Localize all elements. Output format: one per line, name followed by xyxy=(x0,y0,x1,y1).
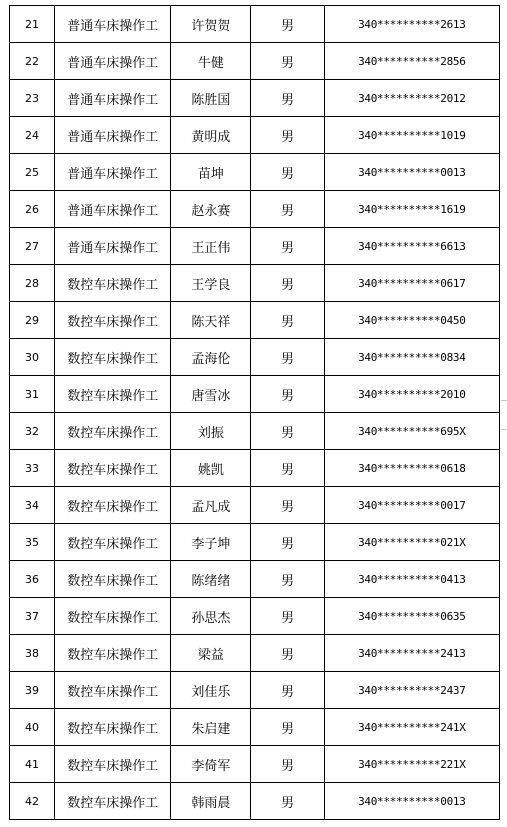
cell-serial-number: 24 xyxy=(10,117,55,154)
cell-gender: 男 xyxy=(251,117,324,154)
cell-job-type: 普通车床操作工 xyxy=(55,191,171,228)
cell-serial-number: 39 xyxy=(10,672,55,709)
cell-person-name: 姚凯 xyxy=(171,450,251,487)
table-row xyxy=(10,43,500,80)
table-row xyxy=(10,524,500,561)
cell-job-type: 数控车床操作工 xyxy=(55,413,171,450)
cell-gender: 男 xyxy=(251,80,324,117)
cell-person-name: 许贺贺 xyxy=(171,6,251,43)
cell-id-number: 340**********241X xyxy=(324,709,499,746)
cell-job-type: 数控车床操作工 xyxy=(55,339,171,376)
cell-gender: 男 xyxy=(251,413,324,450)
table-row xyxy=(10,598,500,635)
table-row xyxy=(10,635,500,672)
cell-gender: 男 xyxy=(251,376,324,413)
cell-person-name: 唐雪冰 xyxy=(171,376,251,413)
table-row xyxy=(10,450,500,487)
cell-id-number: 340**********2010 xyxy=(324,376,499,413)
cell-serial-number: 31 xyxy=(10,376,55,413)
cell-job-type: 数控车床操作工 xyxy=(55,598,171,635)
table-row xyxy=(10,339,500,376)
cell-serial-number: 23 xyxy=(10,80,55,117)
cell-gender: 男 xyxy=(251,487,324,524)
cell-person-name: 李倚军 xyxy=(171,746,251,783)
cell-gender: 男 xyxy=(251,154,324,191)
cell-gender: 男 xyxy=(251,265,324,302)
table-row xyxy=(10,80,500,117)
table-row xyxy=(10,783,500,820)
cell-person-name: 牛健 xyxy=(171,43,251,80)
cell-id-number: 340**********1619 xyxy=(324,191,499,228)
cell-job-type: 数控车床操作工 xyxy=(55,265,171,302)
cell-serial-number: 34 xyxy=(10,487,55,524)
cell-person-name: 刘振 xyxy=(171,413,251,450)
table-row xyxy=(10,746,500,783)
cell-serial-number: 35 xyxy=(10,524,55,561)
table-row xyxy=(10,117,500,154)
cell-gender: 男 xyxy=(251,191,324,228)
cell-job-type: 数控车床操作工 xyxy=(55,746,171,783)
cell-job-type: 数控车床操作工 xyxy=(55,376,171,413)
cell-id-number: 340**********221X xyxy=(324,746,499,783)
cell-person-name: 苗坤 xyxy=(171,154,251,191)
cell-id-number: 340**********021X xyxy=(324,524,499,561)
table-row xyxy=(10,6,500,43)
cell-person-name: 赵永赛 xyxy=(171,191,251,228)
cell-gender: 男 xyxy=(251,635,324,672)
cell-person-name: 韩雨晨 xyxy=(171,783,251,820)
cell-job-type: 数控车床操作工 xyxy=(55,635,171,672)
cell-serial-number: 36 xyxy=(10,561,55,598)
cell-serial-number: 32 xyxy=(10,413,55,450)
roster-table xyxy=(9,5,500,820)
cell-id-number: 340**********0618 xyxy=(324,450,499,487)
table-row xyxy=(10,265,500,302)
cell-id-number: 340**********0017 xyxy=(324,487,499,524)
cell-id-number: 340**********695X xyxy=(324,413,499,450)
cell-person-name: 孟凡成 xyxy=(171,487,251,524)
cell-gender: 男 xyxy=(251,6,324,43)
cell-id-number: 340**********1019 xyxy=(324,117,499,154)
cell-person-name: 孙思杰 xyxy=(171,598,251,635)
cell-person-name: 梁益 xyxy=(171,635,251,672)
cell-job-type: 数控车床操作工 xyxy=(55,672,171,709)
cell-job-type: 数控车床操作工 xyxy=(55,487,171,524)
cell-serial-number: 22 xyxy=(10,43,55,80)
cell-job-type: 普通车床操作工 xyxy=(55,117,171,154)
cell-id-number: 340**********2437 xyxy=(324,672,499,709)
table-row xyxy=(10,672,500,709)
cell-id-number: 340**********0450 xyxy=(324,302,499,339)
cell-id-number: 340**********2856 xyxy=(324,43,499,80)
cell-gender: 男 xyxy=(251,524,324,561)
cell-person-name: 陈胜国 xyxy=(171,80,251,117)
cell-id-number: 340**********6613 xyxy=(324,228,499,265)
table-row xyxy=(10,487,500,524)
cell-serial-number: 27 xyxy=(10,228,55,265)
cell-person-name: 李子坤 xyxy=(171,524,251,561)
cell-gender: 男 xyxy=(251,43,324,80)
cell-id-number: 340**********0413 xyxy=(324,561,499,598)
cell-person-name: 陈天祥 xyxy=(171,302,251,339)
cell-job-type: 数控车床操作工 xyxy=(55,302,171,339)
cell-job-type: 普通车床操作工 xyxy=(55,6,171,43)
cell-id-number: 340**********0635 xyxy=(324,598,499,635)
cell-gender: 男 xyxy=(251,709,324,746)
cell-gender: 男 xyxy=(251,746,324,783)
table-row xyxy=(10,154,500,191)
table-row xyxy=(10,228,500,265)
page-edge-marker xyxy=(501,400,507,430)
cell-job-type: 普通车床操作工 xyxy=(55,154,171,191)
cell-person-name: 朱启建 xyxy=(171,709,251,746)
cell-id-number: 340**********2012 xyxy=(324,80,499,117)
cell-job-type: 数控车床操作工 xyxy=(55,561,171,598)
cell-serial-number: 28 xyxy=(10,265,55,302)
cell-gender: 男 xyxy=(251,450,324,487)
table-row xyxy=(10,561,500,598)
cell-serial-number: 29 xyxy=(10,302,55,339)
cell-serial-number: 37 xyxy=(10,598,55,635)
table-row xyxy=(10,709,500,746)
cell-job-type: 数控车床操作工 xyxy=(55,783,171,820)
cell-job-type: 数控车床操作工 xyxy=(55,450,171,487)
cell-serial-number: 25 xyxy=(10,154,55,191)
cell-gender: 男 xyxy=(251,228,324,265)
cell-job-type: 普通车床操作工 xyxy=(55,228,171,265)
table-row xyxy=(10,191,500,228)
cell-gender: 男 xyxy=(251,302,324,339)
cell-serial-number: 41 xyxy=(10,746,55,783)
cell-id-number: 340**********0617 xyxy=(324,265,499,302)
cell-person-name: 刘佳乐 xyxy=(171,672,251,709)
cell-id-number: 340**********0013 xyxy=(324,783,499,820)
table-row xyxy=(10,413,500,450)
cell-job-type: 数控车床操作工 xyxy=(55,709,171,746)
cell-gender: 男 xyxy=(251,561,324,598)
cell-serial-number: 38 xyxy=(10,635,55,672)
cell-gender: 男 xyxy=(251,783,324,820)
cell-person-name: 王正伟 xyxy=(171,228,251,265)
table-row xyxy=(10,376,500,413)
cell-serial-number: 33 xyxy=(10,450,55,487)
cell-gender: 男 xyxy=(251,339,324,376)
table-row xyxy=(10,302,500,339)
cell-job-type: 普通车床操作工 xyxy=(55,80,171,117)
cell-id-number: 340**********0013 xyxy=(324,154,499,191)
cell-gender: 男 xyxy=(251,598,324,635)
cell-person-name: 王学良 xyxy=(171,265,251,302)
cell-serial-number: 40 xyxy=(10,709,55,746)
cell-serial-number: 21 xyxy=(10,6,55,43)
cell-job-type: 数控车床操作工 xyxy=(55,524,171,561)
cell-job-type: 普通车床操作工 xyxy=(55,43,171,80)
cell-person-name: 黄明成 xyxy=(171,117,251,154)
cell-person-name: 陈绪绪 xyxy=(171,561,251,598)
cell-id-number: 340**********0834 xyxy=(324,339,499,376)
cell-gender: 男 xyxy=(251,672,324,709)
roster-table-body xyxy=(10,6,500,820)
cell-id-number: 340**********2613 xyxy=(324,6,499,43)
cell-id-number: 340**********2413 xyxy=(324,635,499,672)
cell-serial-number: 30 xyxy=(10,339,55,376)
cell-person-name: 孟海伦 xyxy=(171,339,251,376)
cell-serial-number: 26 xyxy=(10,191,55,228)
cell-serial-number: 42 xyxy=(10,783,55,820)
